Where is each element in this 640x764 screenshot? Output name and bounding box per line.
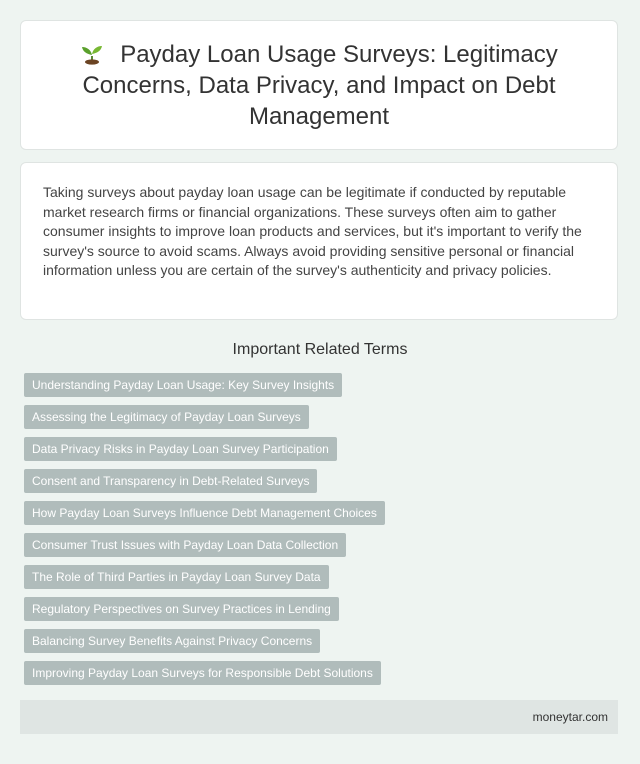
related-term-tag[interactable]: Improving Payday Loan Surveys for Responsible Debt Solutions: [24, 661, 381, 685]
related-term-tag[interactable]: Consent and Transparency in Debt-Related Surveys: [24, 469, 317, 493]
related-term-tag[interactable]: Understanding Payday Loan Usage: Key Survey Insights: [24, 373, 342, 397]
related-term-tag[interactable]: Assessing the Legitimacy of Payday Loan Surveys: [24, 405, 309, 429]
related-term-tag[interactable]: Regulatory Perspectives on Survey Practices in Lending: [24, 597, 339, 621]
page-title-text: Payday Loan Usage Surveys: Legitimacy Concerns, Data Privacy, and Impact on Debt Management: [82, 40, 558, 130]
related-term-tag[interactable]: Consumer Trust Issues with Payday Loan Data Collection: [24, 533, 346, 557]
footer-bar: [20, 700, 618, 734]
related-terms-heading: Important Related Terms: [232, 341, 408, 358]
related-term-tag[interactable]: Data Privacy Risks in Payday Loan Survey Participation: [24, 437, 337, 461]
related-term-tag[interactable]: Balancing Survey Benefits Against Privacy Concerns: [24, 629, 320, 653]
related-terms-list: [24, 373, 385, 693]
related-term-tag[interactable]: The Role of Third Parties in Payday Loan Survey Data: [24, 565, 329, 589]
intro-card: [20, 162, 618, 320]
page-title: [59, 39, 579, 132]
title-card: [20, 20, 618, 150]
intro-text: Taking surveys about payday loan usage can be legitimate if conducted by reputable market research firms or financial organizations. These surveys often aim to gather consumer insights to improve loan products and services, but it's important to verify the survey's source to avoid scams. Always avoid providing sensitive personal or financial information unless you are certain of the survey's authenticity and privacy policies.: [43, 184, 582, 278]
footer-site-link[interactable]: moneytar.com: [532, 710, 608, 724]
related-term-tag[interactable]: How Payday Loan Surveys Influence Debt Management Choices: [24, 501, 385, 525]
sprout-icon: [80, 41, 104, 65]
